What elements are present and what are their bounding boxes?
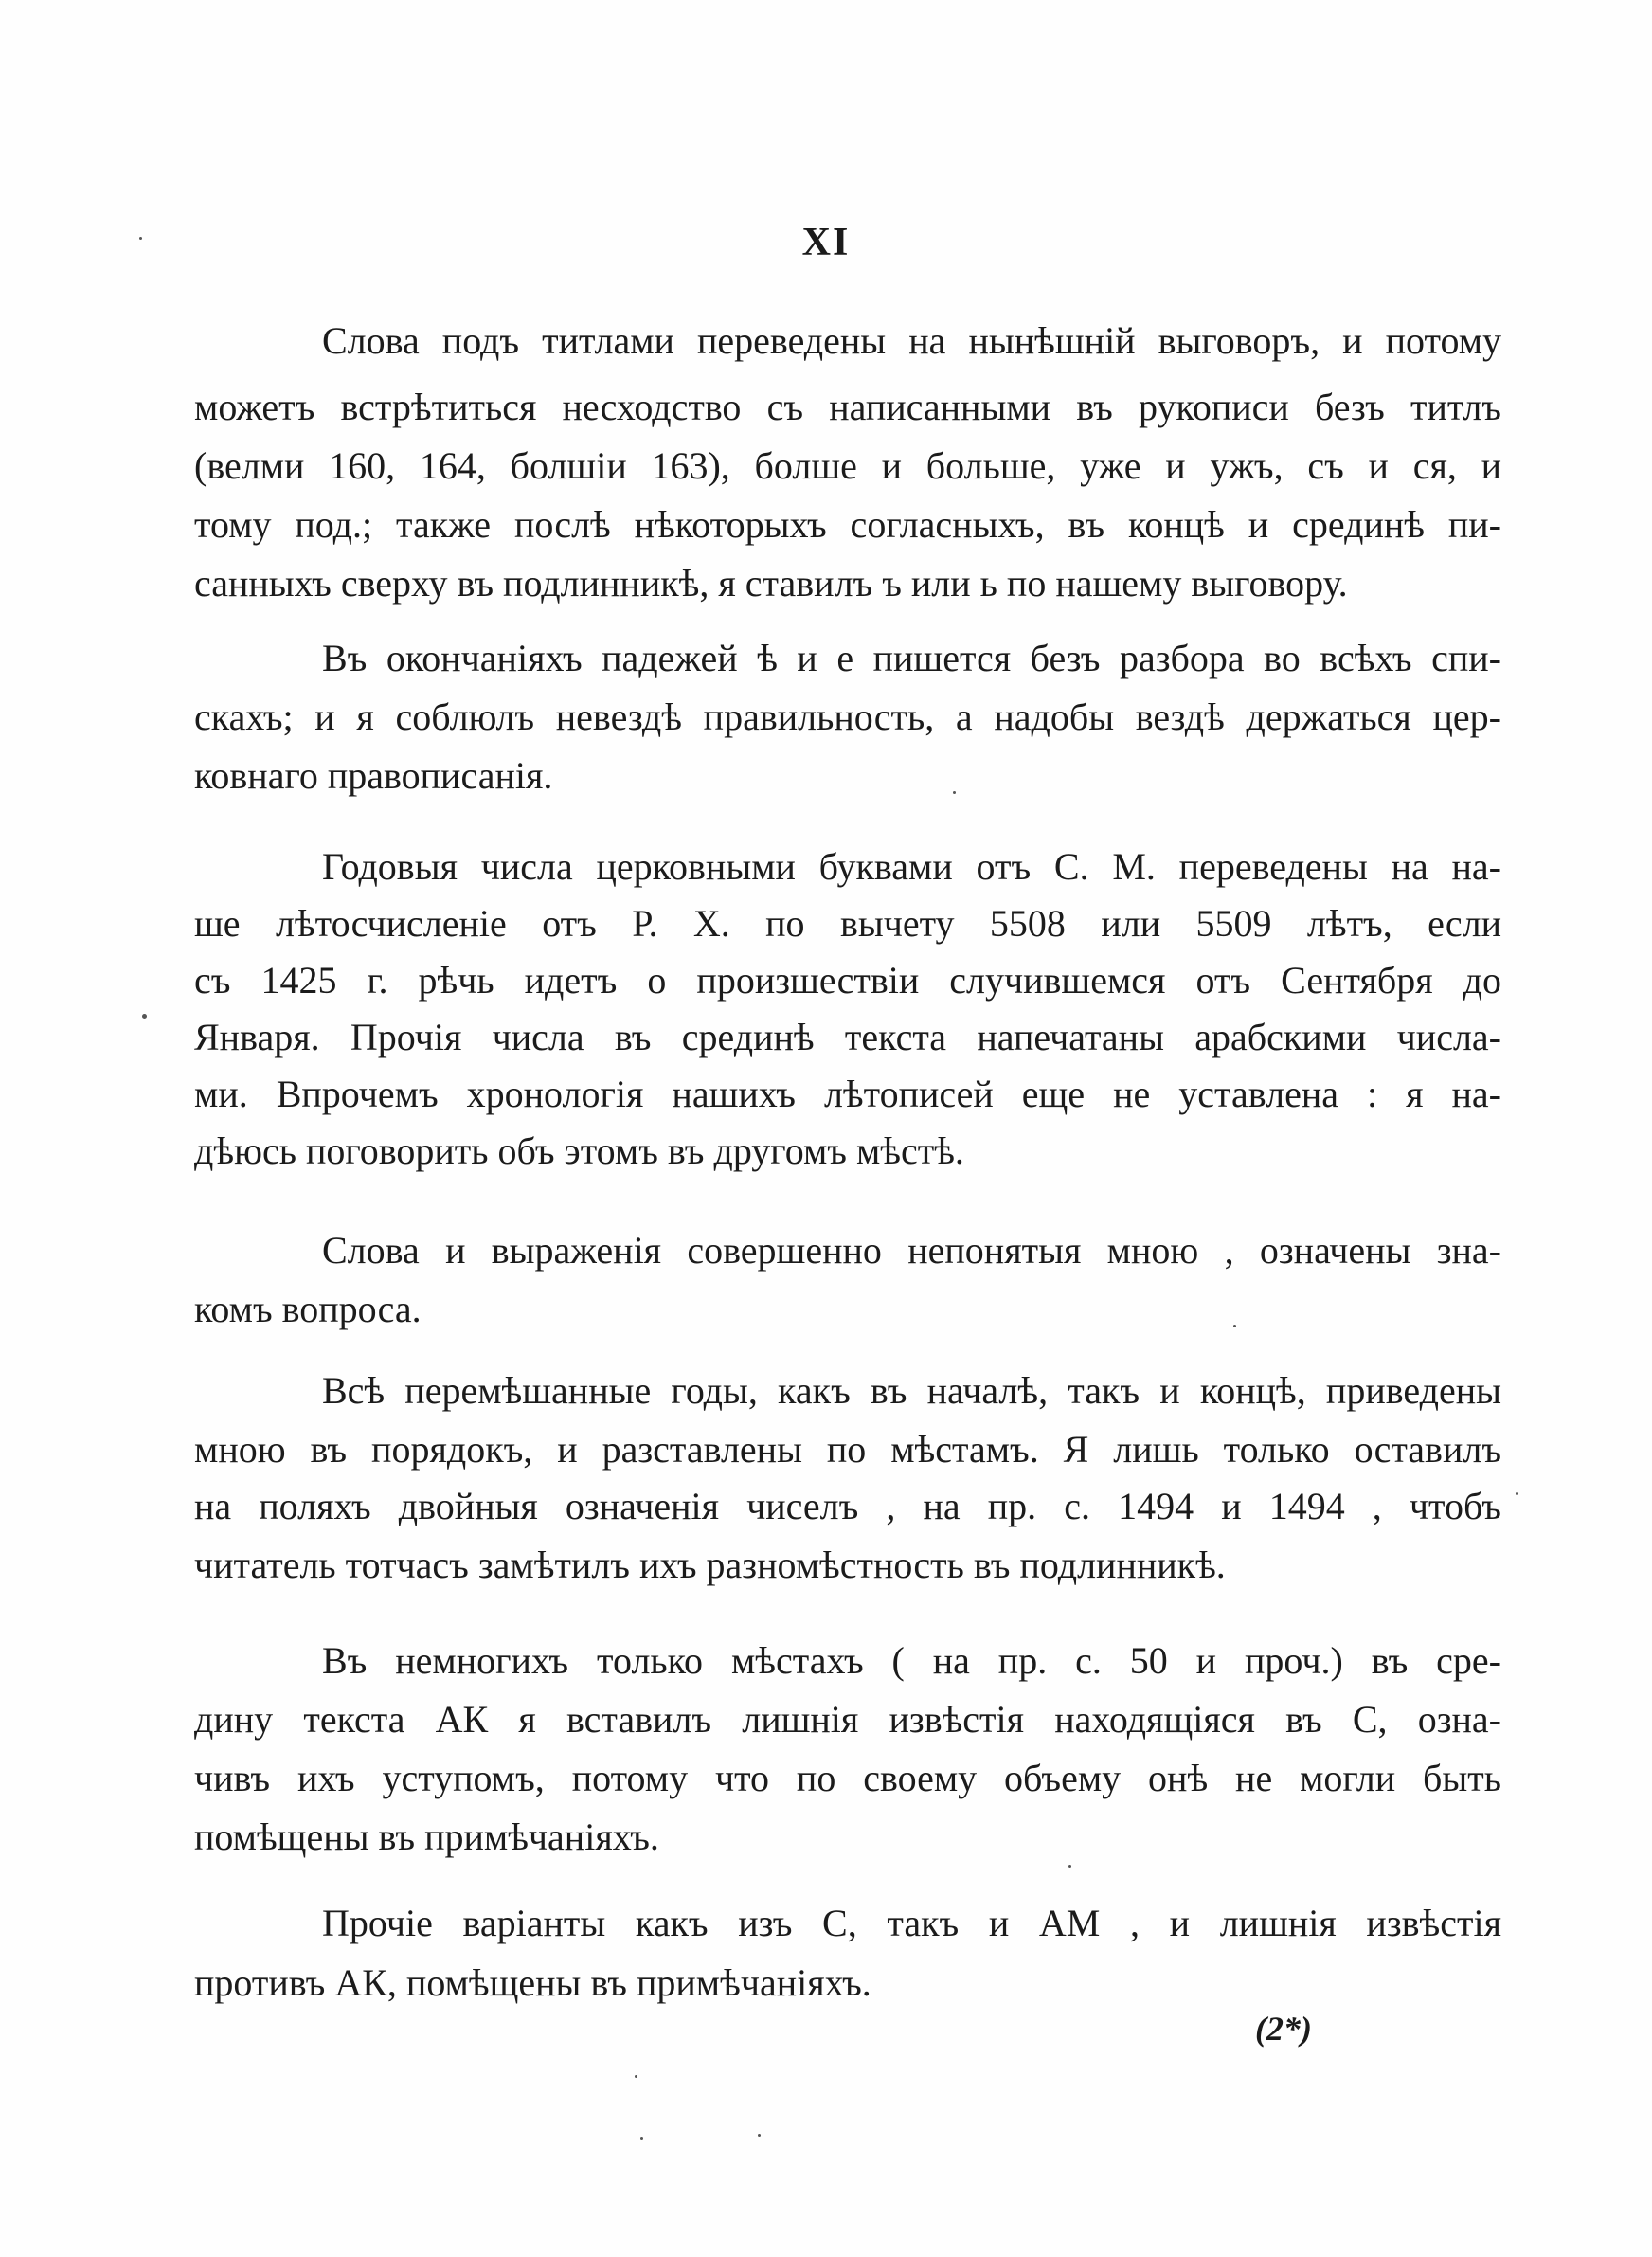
scan-speck xyxy=(635,2075,637,2078)
scan-speck xyxy=(953,791,956,794)
paragraph-1-line-4: тому под.; также послѣ нѣкоторыхъ согласныхъ, въ концѣ и срединѣ пи- xyxy=(194,503,1501,546)
paragraph-1-line-3: (велми 160, 164, болшіи 163), болше и больше, уже и ужъ, съ и ся, и xyxy=(194,444,1501,487)
paragraph-2-line-1: Въ окончаніяхъ падежей ѣ и е пишется безъ разбора во всѣхъ спи- xyxy=(322,637,1501,679)
paragraph-3-line-2: ше лѣтосчисленіе отъ Р. Х. по вычету 5508 или 5509 лѣтъ, если xyxy=(194,902,1501,945)
paragraph-4-line-2: комъ вопроса. xyxy=(194,1288,422,1330)
paragraph-3-line-6: дѣюсь поговорить объ этомъ въ другомъ мѣстѣ. xyxy=(194,1129,964,1172)
paragraph-6-line-2: дину текста АК я вставилъ лишнія извѣстія находящіяся въ С, озна- xyxy=(194,1698,1501,1741)
scan-speck xyxy=(640,2137,643,2140)
paragraph-6-line-3: чивъ ихъ уступомъ, потому что по своему объему онѣ не могли быть xyxy=(194,1757,1501,1799)
page-number: XI xyxy=(801,221,851,264)
paragraph-3-line-4: Января. Прочія числа въ срединѣ текста напечатаны арабскими числа- xyxy=(194,1016,1501,1058)
scan-speck xyxy=(1516,1492,1518,1495)
paragraph-5-line-4: читатель тотчасъ замѣтилъ ихъ разномѣстность въ подлинникѣ. xyxy=(194,1544,1226,1586)
scan-speck xyxy=(139,237,142,240)
scan-speck xyxy=(1068,1865,1071,1868)
paragraph-2-line-2: скахъ; и я соблюлъ невездѣ правильность, а надобы вездѣ держаться цер- xyxy=(194,695,1501,738)
paragraph-6-line-4: помѣщены въ примѣчаніяхъ. xyxy=(194,1815,659,1858)
paragraph-1-line-2: можетъ встрѣтиться несходство съ написанными въ рукописи безъ титлъ xyxy=(194,386,1501,428)
paragraph-4-line-1: Слова и выраженія совершенно непонятыя мною , означены зна- xyxy=(322,1229,1501,1272)
signature-mark: (2*) xyxy=(1255,2010,1312,2048)
paragraph-3-line-1: Годовыя числа церковными буквами отъ С. М. переведены на на- xyxy=(322,845,1501,888)
scan-speck xyxy=(142,1014,147,1019)
paragraph-1-line-5: санныхъ сверху въ подлинникѣ, я ставилъ ъ или ь по нашему выговору. xyxy=(194,562,1348,605)
paragraph-6-line-1: Въ немногихъ только мѣстахъ ( на пр. с. 50 и проч.) въ сре- xyxy=(322,1639,1501,1682)
paragraph-5-line-2: мною въ порядокъ, и разставлены по мѣстамъ. Я лишь только оставилъ xyxy=(194,1428,1501,1471)
scan-speck xyxy=(1233,1325,1236,1327)
paragraph-5-line-1: Всѣ перемѣшанные годы, какъ въ началѣ, такъ и концѣ, приведены xyxy=(322,1369,1501,1412)
scan-speck xyxy=(758,2134,761,2137)
paragraph-1-line-1: Слова подъ титлами переведены на нынѣшній выговоръ, и потому xyxy=(322,319,1501,362)
paragraph-2-line-3: ковнаго правописанія. xyxy=(194,754,553,797)
paragraph-3-line-3: съ 1425 г. рѣчь идетъ о произшествіи случившемся отъ Сентября до xyxy=(194,959,1501,1002)
paragraph-7-line-1: Прочіе варіанты какъ изъ С, такъ и АМ , и лишнія извѣстія xyxy=(322,1902,1501,1944)
paragraph-3-line-5: ми. Впрочемъ хронологія нашихъ лѣтописей еще не уставлена : я на- xyxy=(194,1073,1501,1115)
paragraph-5-line-3: на поляхъ двойныя означенія чиселъ , на пр. с. 1494 и 1494 , чтобъ xyxy=(194,1485,1501,1527)
paragraph-7-line-2: противъ АК, помѣщены въ примѣчаніяхъ. xyxy=(194,1961,871,2004)
